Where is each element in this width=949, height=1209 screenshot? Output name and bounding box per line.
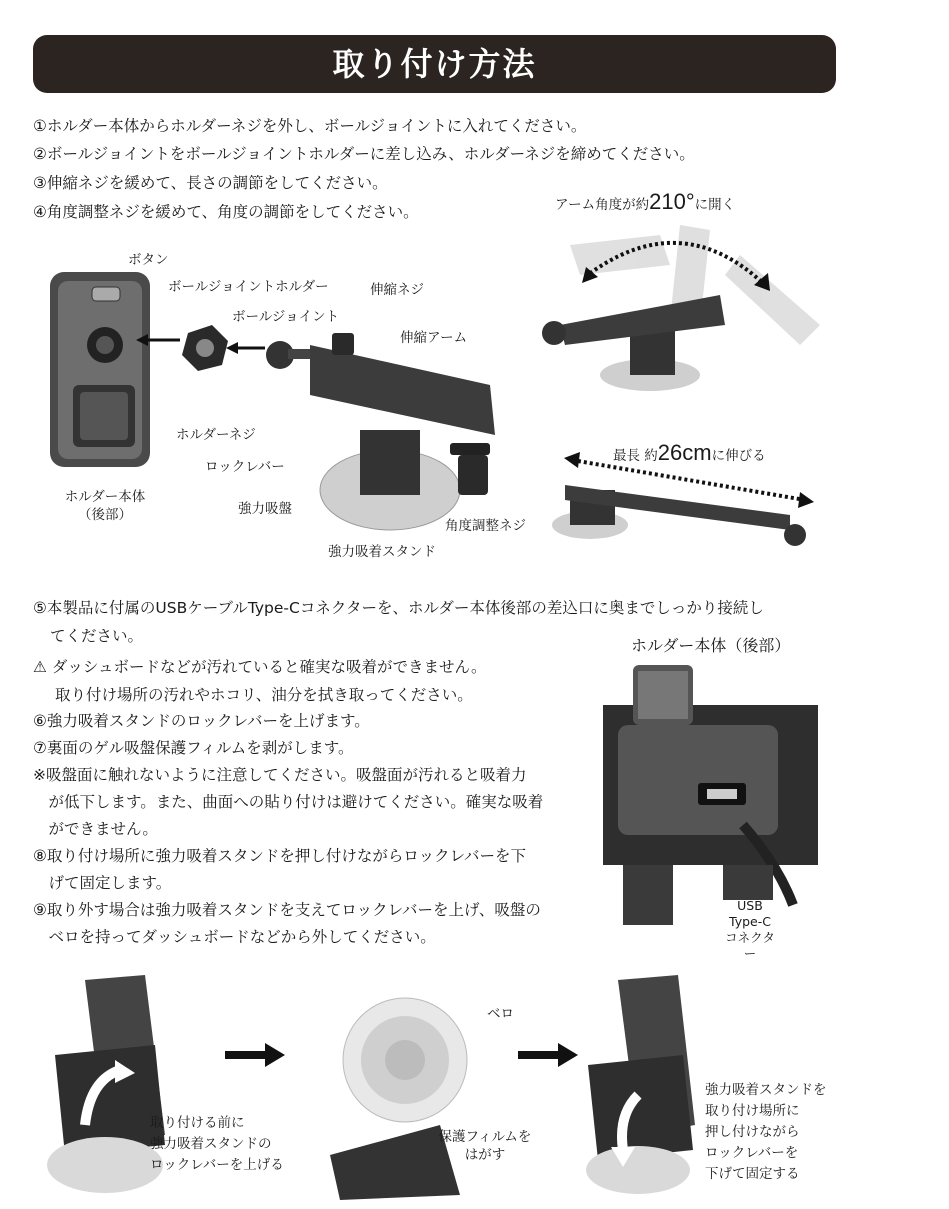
caption-left-line1: 取り付ける前に	[150, 1115, 245, 1131]
step-9-line-2: ベロを持ってダッシュボードなどから外してください。	[33, 928, 436, 946]
angle-screw-shape	[458, 455, 488, 495]
arm-angle-caption	[555, 189, 735, 215]
step-8-line-2: げて固定します。	[33, 874, 172, 892]
label-holder-body-line2: （後部）	[78, 507, 132, 523]
suction-cup-photo	[320, 985, 470, 1200]
label-holder-body	[60, 488, 150, 524]
label-lock-lever: ロックレバー	[205, 459, 285, 475]
caption-right-line5: 下げて固定する	[705, 1166, 800, 1182]
step-4: ④角度調整ネジを緩めて、角度の調節をしてください。	[33, 203, 419, 221]
telescopic-screw-shape	[332, 333, 354, 355]
caption-right-line3: 押し付けながら	[705, 1124, 800, 1140]
lock-lever-shape	[450, 443, 490, 455]
button-shape	[92, 287, 120, 301]
arm-length-illustration	[550, 450, 835, 560]
caption-left-line2: 強力吸着スタンドの	[150, 1136, 272, 1152]
holder-back-photo	[603, 665, 818, 935]
label-ball-joint-holder: ボールジョイントホルダー	[168, 279, 329, 295]
usb-label-line3: コネクター	[725, 930, 775, 961]
arm-angle-value: 210°	[649, 189, 695, 214]
arrow-right-icon	[225, 1043, 285, 1067]
step-5-line-1: ⑤本製品に付属のUSBケーブルType-Cコネクターを、ホルダー本体後部の差込口に奥までしっかり接続し	[33, 599, 764, 617]
caption-middle-line2: はがす	[464, 1147, 506, 1163]
caption-right-line4: ロックレバーを	[705, 1145, 799, 1161]
telescopic-arm-shape	[310, 345, 495, 435]
step-1: ①ホルダー本体からホルダーネジを外し、ボールジョイントに入れてください。	[33, 117, 587, 135]
usb-label-line1: USB	[737, 898, 763, 913]
label-holder-body-line1: ホルダー本体	[64, 489, 146, 505]
note-line-1: ※吸盤面に触れないように注意してください。吸盤面が汚れると吸着力	[33, 766, 527, 784]
warning-line-2: 取り付け場所の汚れやホコリ、油分を拭き取ってください。	[55, 686, 473, 704]
label-stand: 強力吸着スタンド	[328, 544, 436, 560]
label-button: ボタン	[128, 252, 169, 268]
step-6: ⑥強力吸着スタンドのロックレバーを上げます。	[33, 712, 370, 730]
arm-angle-prefix: アーム角度が約	[555, 197, 650, 213]
holder-back-title: ホルダー本体（後部）	[631, 636, 791, 655]
label-tab: ベロ	[487, 1006, 514, 1022]
label-angle-screw: 角度調整ネジ	[445, 518, 526, 534]
steps-bottom	[33, 708, 543, 951]
step-8-line-1: ⑧取り付け場所に強力吸着スタンドを押し付けながらロックレバーを下	[33, 847, 527, 865]
usb-label	[720, 898, 780, 962]
label-telescopic-screw: 伸縮ネジ	[370, 282, 424, 298]
label-suction: 強力吸盤	[238, 501, 292, 517]
caption-left-line3: ロックレバーを上げる	[150, 1157, 284, 1173]
arm-length-value: 26cm	[657, 440, 712, 465]
caption-left	[150, 1113, 284, 1176]
label-holder-screw: ホルダーネジ	[176, 427, 256, 443]
caption-middle-line1: 保護フィルムを	[438, 1129, 532, 1145]
page-title: 取り付け方法	[33, 35, 836, 93]
step-9-line-1: ⑨取り外す場合は強力吸着スタンドを支えてロックレバーを上げ、吸盤の	[33, 901, 541, 919]
arm-angle-suffix: に開く	[694, 197, 736, 213]
caption-right-line1: 強力吸着スタンドを	[705, 1082, 827, 1098]
arm-length-prefix: 最長 約	[613, 448, 658, 464]
step-7: ⑦裏面のゲル吸盤保護フィルムを剥がします。	[33, 739, 354, 757]
step-3: ③伸縮ネジを緩めて、長さの調節をしてください。	[33, 174, 388, 192]
warning-line-1: ⚠ ダッシュボードなどが汚れていると確実な吸着ができません。	[33, 658, 487, 676]
usb-label-line2: Type-C	[729, 914, 771, 929]
label-ball-joint: ボールジョイント	[232, 309, 340, 325]
arm-angle-illustration	[540, 215, 840, 395]
step-2: ②ボールジョイントをボールジョイントホルダーに差し込み、ホルダーネジを締めてください。	[33, 145, 695, 163]
caption-right-line2: 取り付け場所に	[705, 1103, 800, 1119]
step-5-line-2: てください。	[50, 627, 144, 645]
caption-right	[705, 1080, 827, 1185]
lever-down-photo	[583, 975, 708, 1200]
note-line-3: ができません。	[33, 820, 158, 838]
note-line-2: が低下します。また、曲面への貼り付けは避けてください。確実な吸着	[33, 793, 544, 811]
caption-middle	[430, 1128, 540, 1164]
arrow-right-icon	[518, 1043, 578, 1067]
label-telescopic-arm: 伸縮アーム	[400, 330, 468, 346]
arm-length-suffix: に伸びる	[711, 448, 766, 464]
